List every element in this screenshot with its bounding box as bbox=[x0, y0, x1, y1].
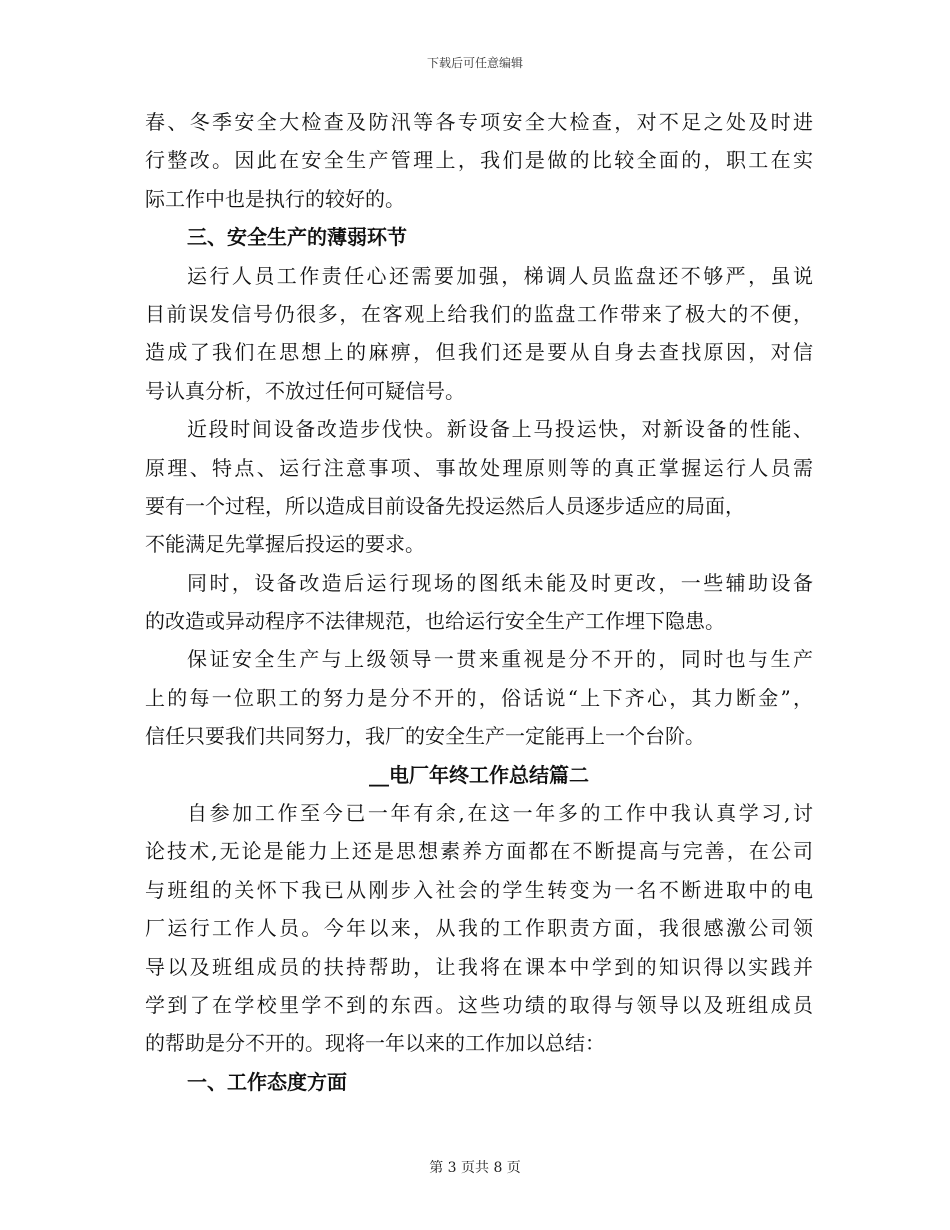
text-line: 运行人员工作责任心还需要加强，梯调人员监盘还不够严，虽说 bbox=[187, 263, 813, 288]
text-line: 原理、特点、运行注意事项、事故处理原则等的真正掌握运行人员需 bbox=[145, 455, 813, 480]
text-line: 导以及班组成员的扶持帮助，让我将在课本中学到的知识得以实践并 bbox=[145, 954, 813, 979]
page-header: 下载后可任意编辑 bbox=[426, 56, 523, 70]
text-line: 自参加工作至今已一年有余,在这一年多的工作中我认真学习,讨 bbox=[187, 801, 813, 826]
text-line: 行整改。因此在安全生产管理上，我们是做的比较全面的，职工在实 bbox=[145, 148, 813, 173]
text-line: 造成了我们在思想上的麻痹，但我们还是要从自身去查找原因，对信 bbox=[145, 340, 813, 365]
text-line: 近段时间设备改造步伐快。新设备上马投运快，对新设备的性能、 bbox=[187, 417, 813, 442]
text-line: 同时，设备改造后运行现场的图纸未能及时更改，一些辅助设备 bbox=[187, 570, 813, 595]
text-line: 与班组的关怀下我已从刚步入社会的学生转变为一名不断进取中的电 bbox=[145, 877, 813, 902]
document-body bbox=[145, 103, 813, 1101]
text-line: 春、冬季安全大检查及防汛等各专项安全大检查，对不足之处及时进 bbox=[145, 110, 813, 134]
text-line: 保证安全生产与上级领导一贯来重视是分不开的，同时也与生产 bbox=[187, 647, 813, 672]
text-line: 一、工作态度方面 bbox=[187, 1069, 347, 1094]
text-line: 三、安全生产的薄弱环节 bbox=[187, 225, 407, 250]
text-line: 目前误发信号仍很多，在客观上给我们的监盘工作带来了极大的不便， bbox=[145, 301, 813, 326]
text-line: 要有一个过程，所以造成目前设备先投运然后人员逐步适应的局面， bbox=[145, 493, 745, 518]
page-footer: 第 3 页共 8 页 bbox=[429, 1160, 521, 1176]
text-line: 论技术,无论是能力上还是思想素养方面都在不断提高与完善，在公司 bbox=[145, 839, 813, 864]
text-line: 学到了在学校里学不到的东西。这些功绩的取得与领导以及班组成员 bbox=[145, 992, 813, 1017]
text-line: 际工作中也是执行的较好的。 bbox=[145, 186, 405, 211]
text-line: 的帮助是分不开的。现将一年以来的工作加以总结： bbox=[145, 1031, 605, 1056]
text-line: 的改造或异动程序不法律规范，也给运行安全生产工作埋下隐患。 bbox=[145, 609, 725, 634]
text-line: 上的每一位职工的努力是分不开的，俗话说“上下齐心，其力断金”， bbox=[145, 685, 813, 710]
text-line: 不能满足先掌握后投运的要求。 bbox=[145, 532, 425, 557]
text-line: 信任只要我们共同努力，我厂的安全生产一定能再上一个台阶。 bbox=[145, 724, 705, 749]
text-line: __电厂年终工作总结篇二 bbox=[369, 762, 589, 787]
text-line: 厂运行工作人员。今年以来，从我的工作职责方面，我很感激公司领 bbox=[145, 916, 813, 941]
text-line: 号认真分析，不放过任何可疑信号。 bbox=[145, 378, 465, 403]
